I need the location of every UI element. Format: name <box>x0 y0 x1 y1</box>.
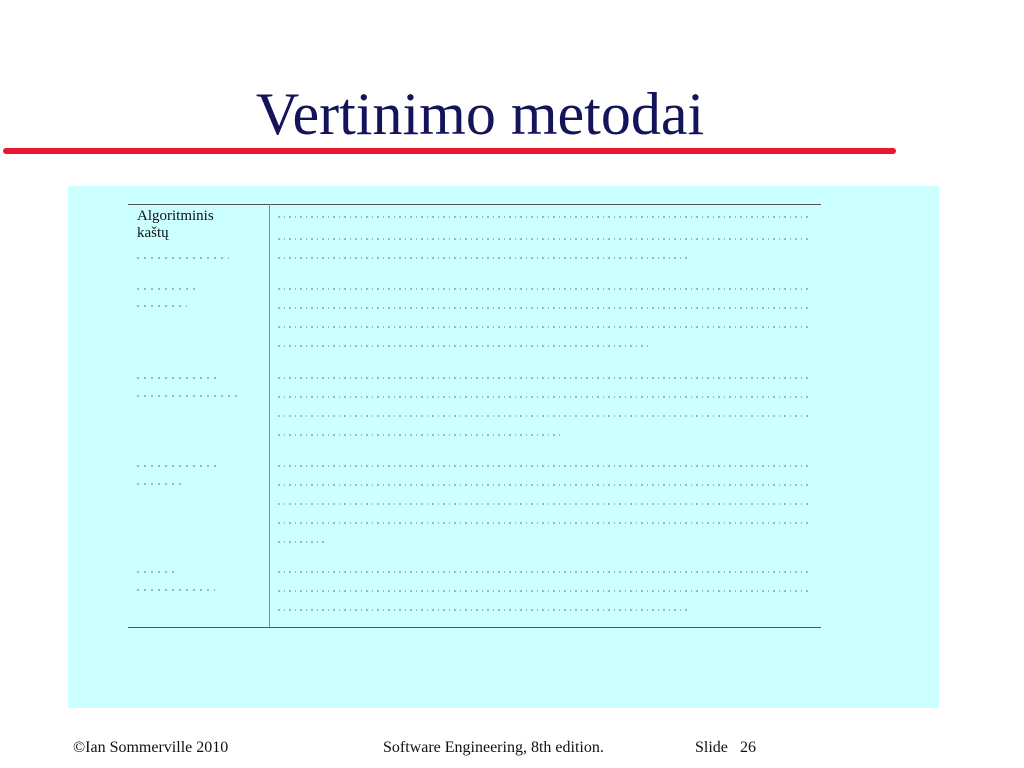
row-label-line1: Algoritminis <box>137 208 214 224</box>
faded-text-line <box>278 238 808 240</box>
faded-text-line <box>278 590 808 592</box>
faded-row-label <box>137 377 217 379</box>
faded-row-label <box>137 305 187 307</box>
title-underline <box>3 148 896 154</box>
faded-text-line <box>278 257 690 259</box>
faded-text-line <box>278 396 808 398</box>
content-panel <box>68 186 939 708</box>
faded-text-line <box>278 377 808 379</box>
faded-text-line <box>278 345 648 347</box>
faded-row-label <box>137 571 177 573</box>
faded-text-line <box>278 216 808 218</box>
footer-slide-number: 26 <box>740 739 756 756</box>
faded-text-line <box>278 609 690 611</box>
faded-text-line <box>278 434 562 436</box>
faded-row-label <box>137 589 215 591</box>
footer-copyright: ©Ian Sommerville 2010 <box>73 739 229 756</box>
footer-slide-label: Slide <box>695 739 728 756</box>
table-column-divider <box>269 204 270 628</box>
faded-text-line <box>278 326 808 328</box>
faded-text-line <box>278 484 808 486</box>
faded-row-label <box>137 465 217 467</box>
table-top-border <box>128 204 821 205</box>
faded-text-line <box>278 288 808 290</box>
faded-text-line <box>278 503 808 505</box>
faded-text-line <box>278 522 808 524</box>
faded-text-line <box>278 307 808 309</box>
faded-row-label <box>137 395 237 397</box>
row-label-line2: kaštų <box>137 225 169 241</box>
slide-title: Vertinimo metodai <box>255 81 705 147</box>
faded-row-label <box>137 483 181 485</box>
faded-text-line <box>278 465 808 467</box>
faded-text-line <box>278 541 328 543</box>
footer-book: Software Engineering, 8th edition. <box>383 739 604 756</box>
faded-row-label <box>137 257 229 259</box>
table-bottom-border <box>128 627 821 628</box>
faded-row-label <box>137 288 197 290</box>
faded-text-line <box>278 415 808 417</box>
faded-text-line <box>278 571 808 573</box>
